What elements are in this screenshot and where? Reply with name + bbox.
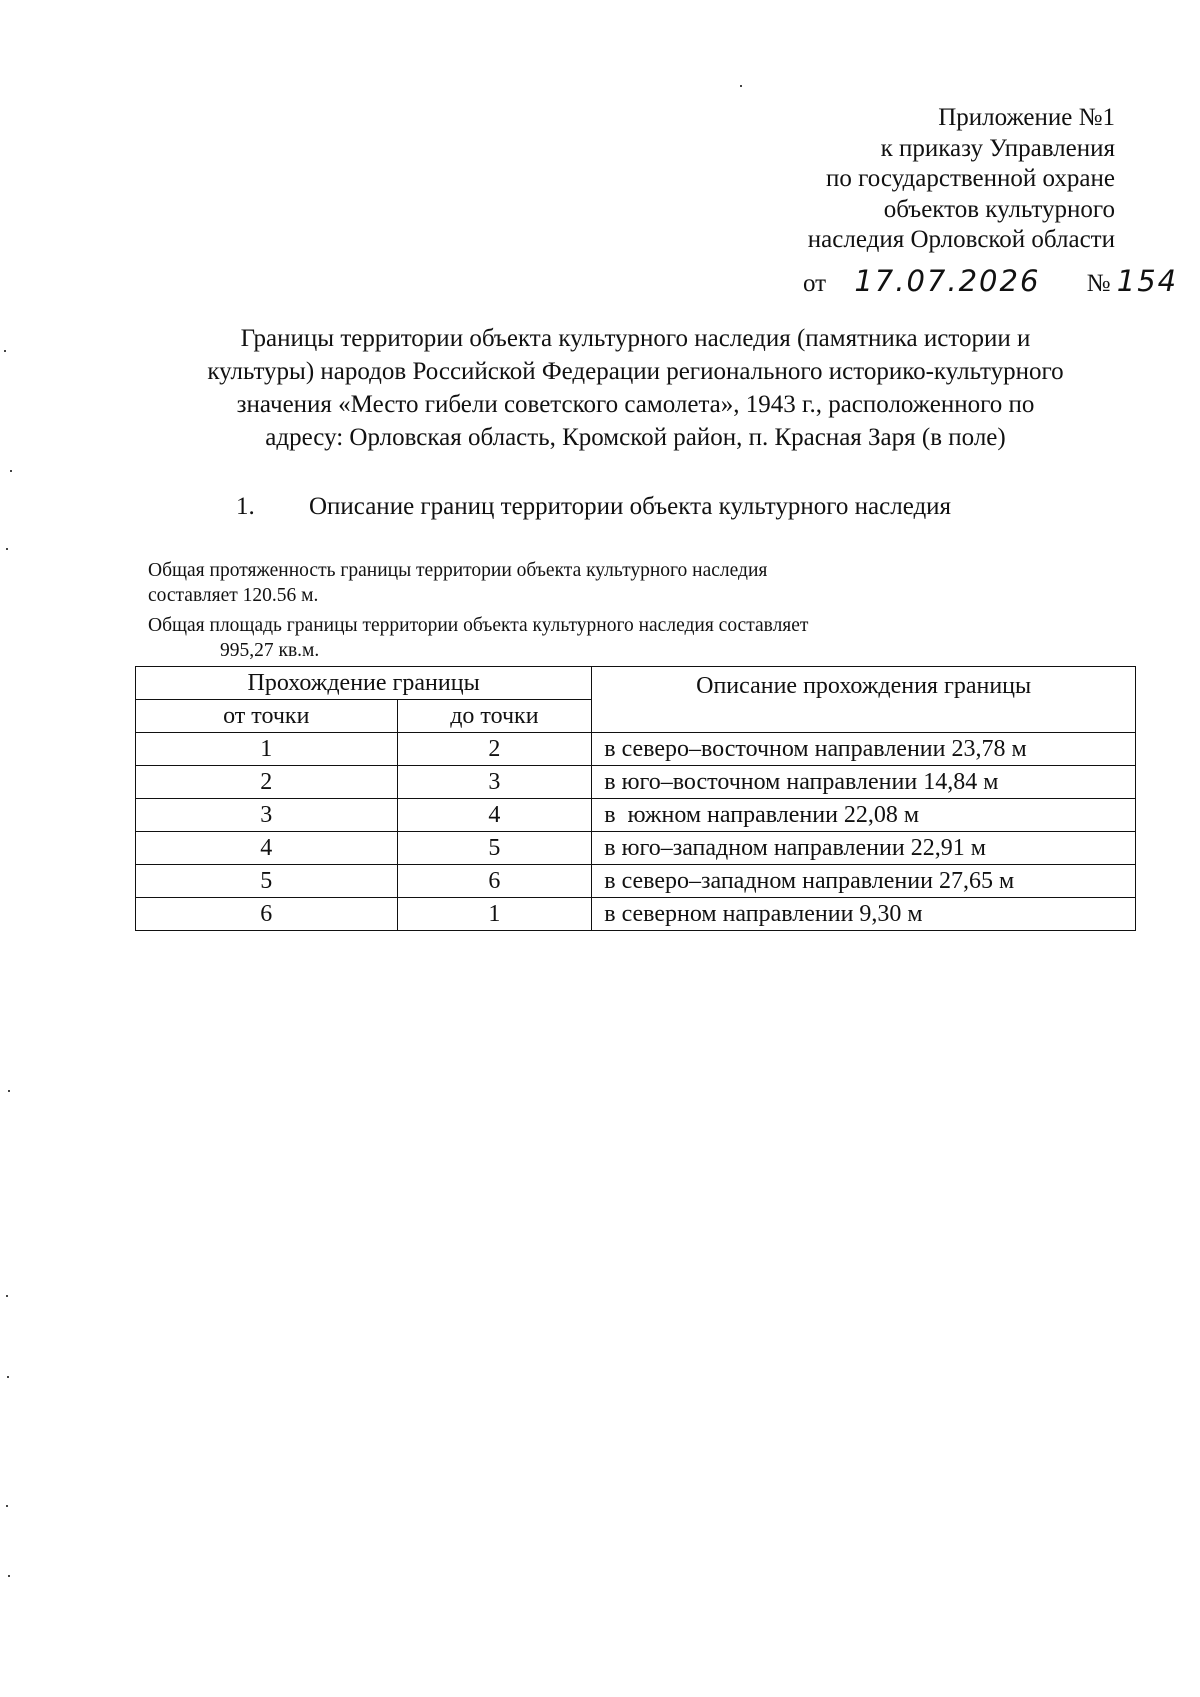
- header-line: к приказу Управления: [880, 134, 1115, 162]
- title-line: адресу: Орловская область, Кромской район, п. Красная Заря (в поле): [265, 424, 1006, 451]
- cell-description: в северном направлении 9,30 м: [592, 898, 1136, 931]
- cell-to: 1: [397, 898, 592, 931]
- header-line: объектов культурного: [883, 195, 1115, 223]
- length-summary-line2: составляет 120.56 м.: [148, 585, 319, 606]
- cell-from: 4: [136, 832, 398, 865]
- scan-speck: [8, 1575, 10, 1577]
- title-line: Границы территории объекта культурного наследия (памятника истории и: [240, 325, 1031, 352]
- cell-description: в юго–восточном направлении 14,84 м: [592, 766, 1136, 799]
- title-line: культуры) народов Российской Федерации регионального историко-культурного: [207, 358, 1064, 385]
- handwritten-number: 154: [1116, 264, 1179, 298]
- table-row: [136, 766, 1136, 799]
- header-to-point: до точки: [397, 700, 592, 733]
- cell-description: в северо–западном направлении 27,65 м: [592, 865, 1136, 898]
- header-boundary-description: Описание прохождения границы: [592, 667, 1136, 733]
- area-summary-line2: 995,27 кв.м.: [220, 640, 320, 661]
- header-boundary-passage: Прохождение границы: [136, 667, 592, 700]
- cell-from: 5: [136, 865, 398, 898]
- length-summary-line1: Общая протяженность границы территории объекта культурного наследия: [148, 560, 768, 581]
- cell-from: 2: [136, 766, 398, 799]
- header-line: наследия Орловской области: [807, 226, 1115, 253]
- header-line: Приложение №1: [938, 104, 1115, 131]
- section-title: Описание границ территории объекта культурного наследия: [309, 493, 952, 520]
- area-summary-line1: Общая площадь границы территории объекта культурного наследия составляет: [148, 615, 809, 636]
- table-row: [136, 733, 1136, 766]
- scan-speck: [6, 548, 8, 550]
- section-number: 1.: [236, 493, 255, 520]
- table-row: [136, 898, 1136, 931]
- cell-to: 6: [397, 865, 592, 898]
- cell-description: в северо–восточном направлении 23,78 м: [592, 733, 1136, 766]
- order-date-line: [803, 264, 1178, 298]
- cell-description: в юго–западном направлении 22,91 м: [592, 832, 1136, 865]
- header-from-point: от точки: [136, 700, 398, 733]
- scan-speck: [10, 470, 12, 472]
- scan-speck: [7, 1376, 9, 1378]
- date-prefix: от: [803, 270, 827, 297]
- scan-speck: [6, 1295, 8, 1297]
- scan-speck: [740, 85, 742, 87]
- section-heading: [236, 493, 951, 521]
- cell-from: 3: [136, 799, 398, 832]
- scan-speck: [6, 1505, 8, 1507]
- table-row: [136, 865, 1136, 898]
- cell-to: 3: [397, 766, 592, 799]
- table-row: [136, 799, 1136, 832]
- cell-to: 2: [397, 733, 592, 766]
- number-prefix: №: [1086, 270, 1111, 297]
- cell-description: в южном направлении 22,08 м: [592, 799, 1136, 832]
- table-header-row: [136, 667, 1136, 700]
- title-line: значения «Место гибели советского самолета», 1943 г., расположенного по: [236, 391, 1035, 418]
- cell-to: 5: [397, 832, 592, 865]
- scan-speck: [8, 1090, 10, 1092]
- table-row: [136, 832, 1136, 865]
- boundary-table: [135, 666, 1136, 931]
- handwritten-date: 17.07.2026: [854, 264, 1041, 298]
- cell-to: 4: [397, 799, 592, 832]
- header-line: по государственной охране: [825, 165, 1115, 192]
- cell-from: 6: [136, 898, 398, 931]
- scan-speck: [4, 350, 6, 352]
- appendix-header: [808, 103, 1115, 256]
- document-title: [138, 322, 1133, 454]
- cell-from: 1: [136, 733, 398, 766]
